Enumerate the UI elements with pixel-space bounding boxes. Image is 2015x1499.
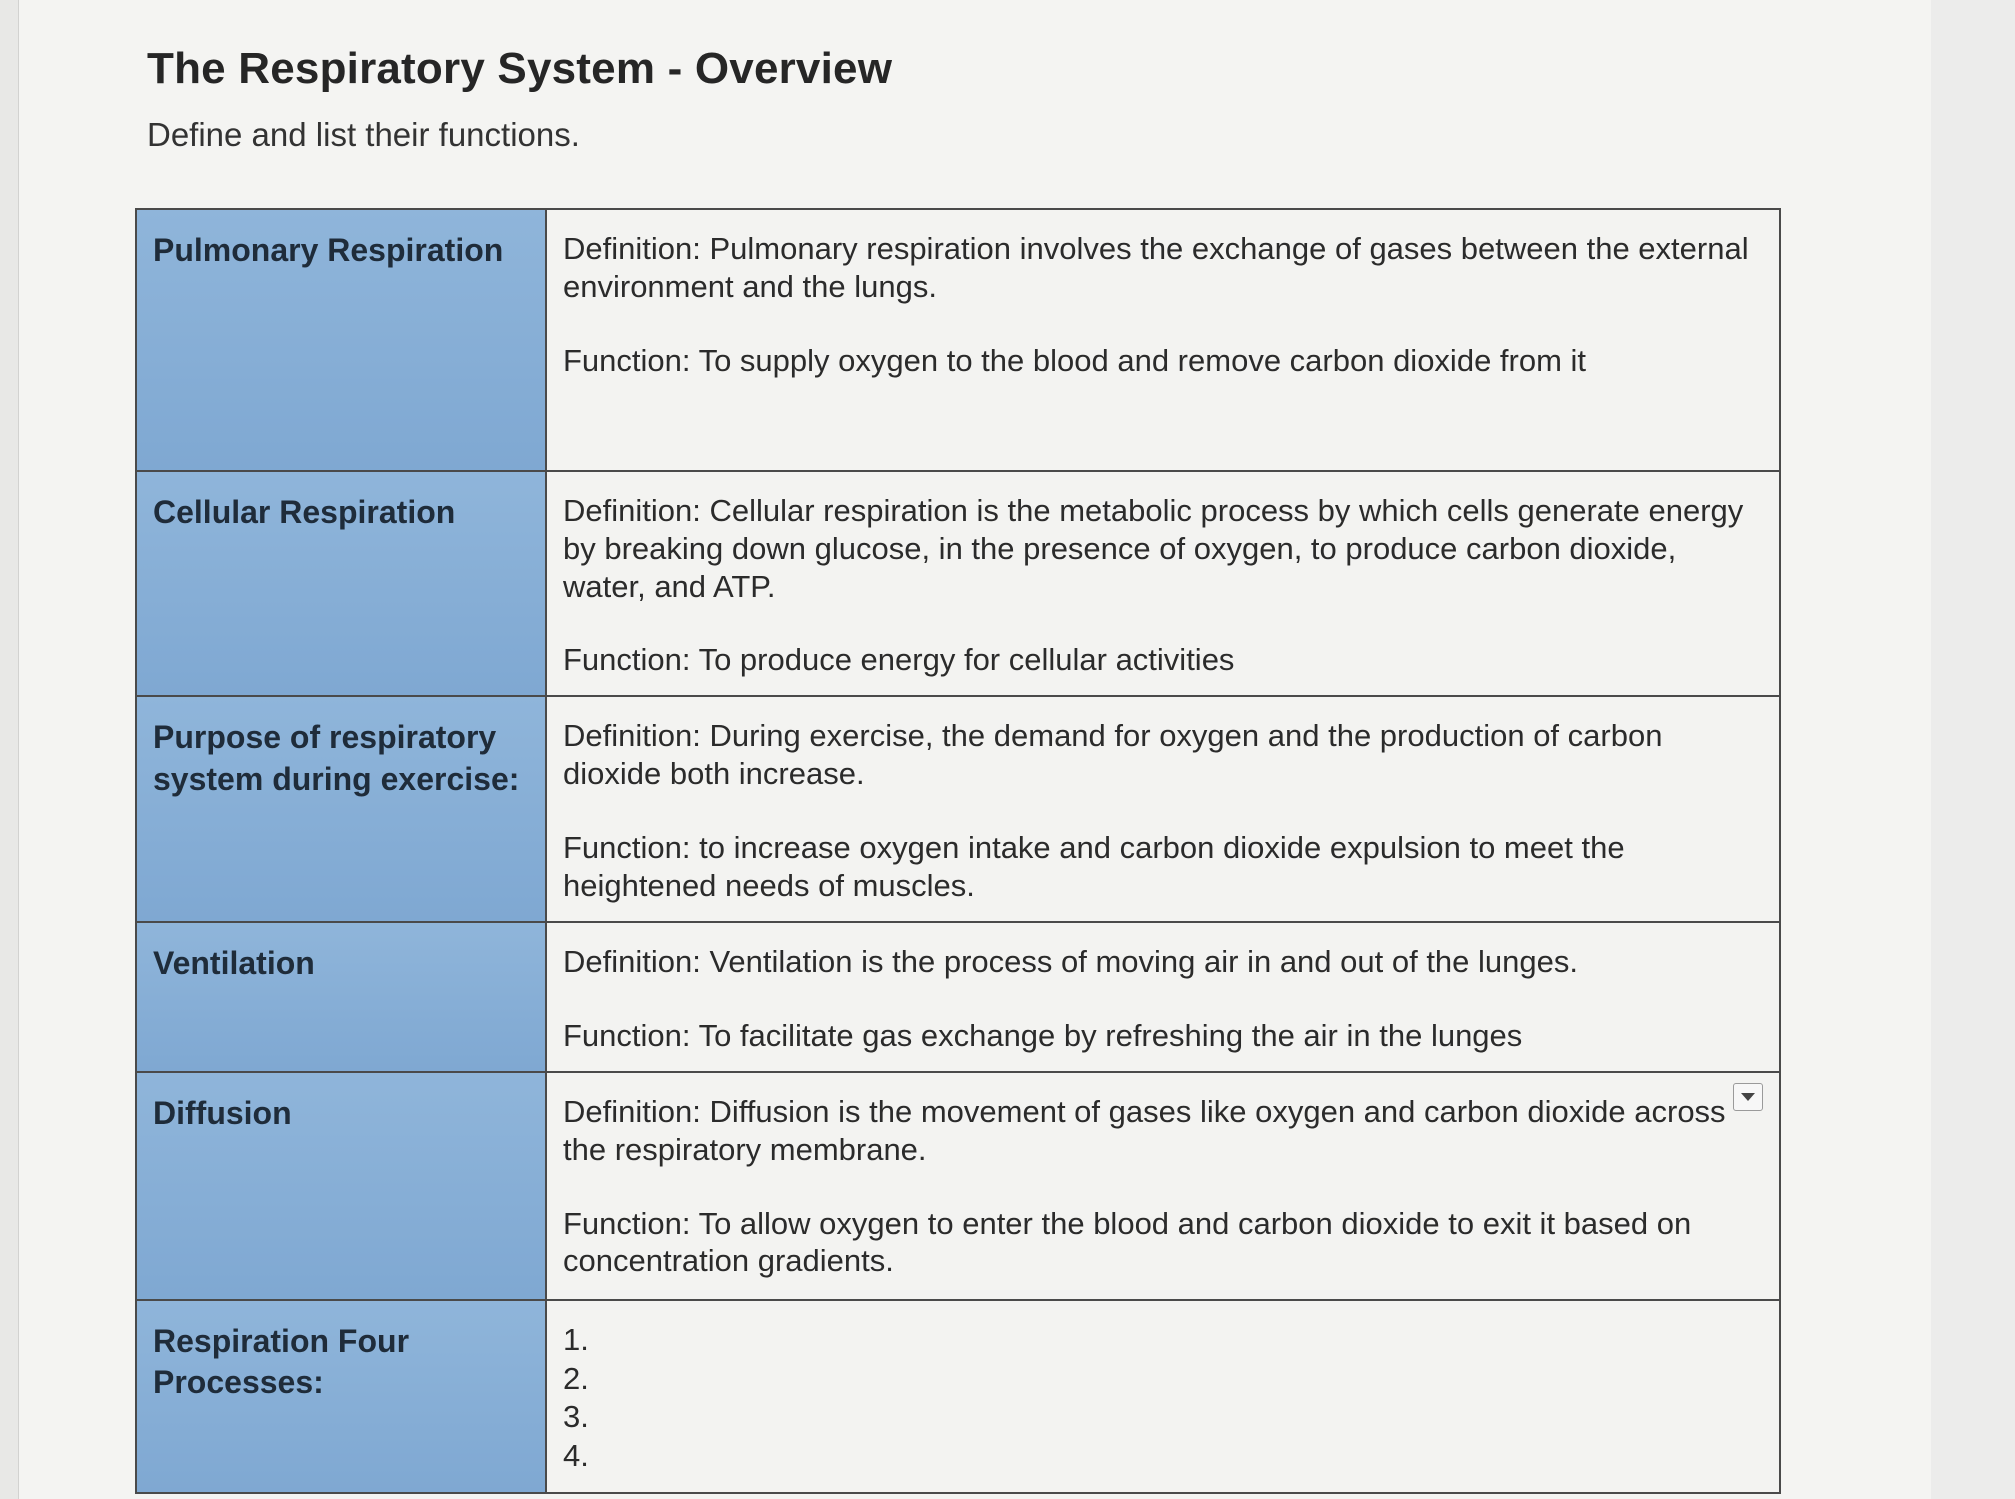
description-cell[interactable]	[546, 1072, 1780, 1300]
definition-text: Definition: Diffusion is the movement of gases like oxygen and carbon dioxide across the respiratory membrane.	[563, 1093, 1726, 1167]
term-cell[interactable]: Ventilation	[136, 922, 546, 1072]
table-row	[136, 209, 1780, 471]
description-cell[interactable]	[546, 471, 1780, 696]
function-text: Function: To facilitate gas exchange by refreshing the air in the lunges	[563, 1018, 1523, 1054]
function-text: Function: to increase oxygen intake and carbon dioxide expulsion to meet the heightened needs of muscles.	[563, 829, 1625, 903]
description-cell[interactable]	[546, 1300, 1780, 1493]
process-list	[563, 1321, 1763, 1476]
table-row	[136, 1300, 1780, 1493]
term-cell[interactable]: Respiration Four Processes:	[136, 1300, 546, 1493]
description-cell[interactable]	[546, 209, 1780, 471]
definition-text: Definition: Ventilation is the process of moving air in and out of the lunges.	[563, 944, 1578, 980]
function-text: Function: To allow oxygen to enter the blood and carbon dioxide to exit it based on concentration gradients.	[563, 1205, 1692, 1279]
definition-text: Definition: Pulmonary respiration involves the exchange of gases between the external environment and the lungs.	[563, 231, 1749, 304]
term-cell[interactable]: Cellular Respiration	[136, 471, 546, 696]
page-title: The Respiratory System - Overview	[147, 44, 893, 93]
document-page	[18, 0, 1932, 1499]
respiratory-table	[135, 208, 1781, 1494]
list-item: 3.	[563, 1399, 589, 1435]
page-margin	[1931, 0, 2015, 1499]
page-subtitle: Define and list their functions.	[147, 116, 580, 153]
term-cell[interactable]: Pulmonary Respiration	[136, 209, 546, 471]
term-cell[interactable]: Purpose of respiratory system during exercise:	[136, 696, 546, 922]
function-text: Function: To supply oxygen to the blood and remove carbon dioxide from it	[563, 342, 1587, 378]
list-item: 1.	[563, 1321, 589, 1357]
table-row	[136, 922, 1780, 1072]
list-item: 2.	[563, 1360, 589, 1396]
table-row	[136, 696, 1780, 922]
description-cell[interactable]	[546, 922, 1780, 1072]
description-cell[interactable]	[546, 696, 1780, 922]
table-row	[136, 471, 1780, 696]
cell-menu-button[interactable]	[1733, 1083, 1763, 1111]
dropdown-arrow-icon	[1741, 1093, 1755, 1101]
list-item: 4.	[563, 1438, 589, 1474]
definition-text: Definition: Cellular respiration is the metabolic process by which cells generate energy by breaking down glucose, in the presence of oxygen, to produce carbon dioxide, water, and ATP.	[563, 493, 1744, 604]
function-text: Function: To produce energy for cellular activities	[563, 642, 1235, 678]
term-cell[interactable]: Diffusion	[136, 1072, 546, 1300]
table-row	[136, 1072, 1780, 1300]
definition-text: Definition: During exercise, the demand for oxygen and the production of carbon dioxide both increase.	[563, 718, 1663, 792]
